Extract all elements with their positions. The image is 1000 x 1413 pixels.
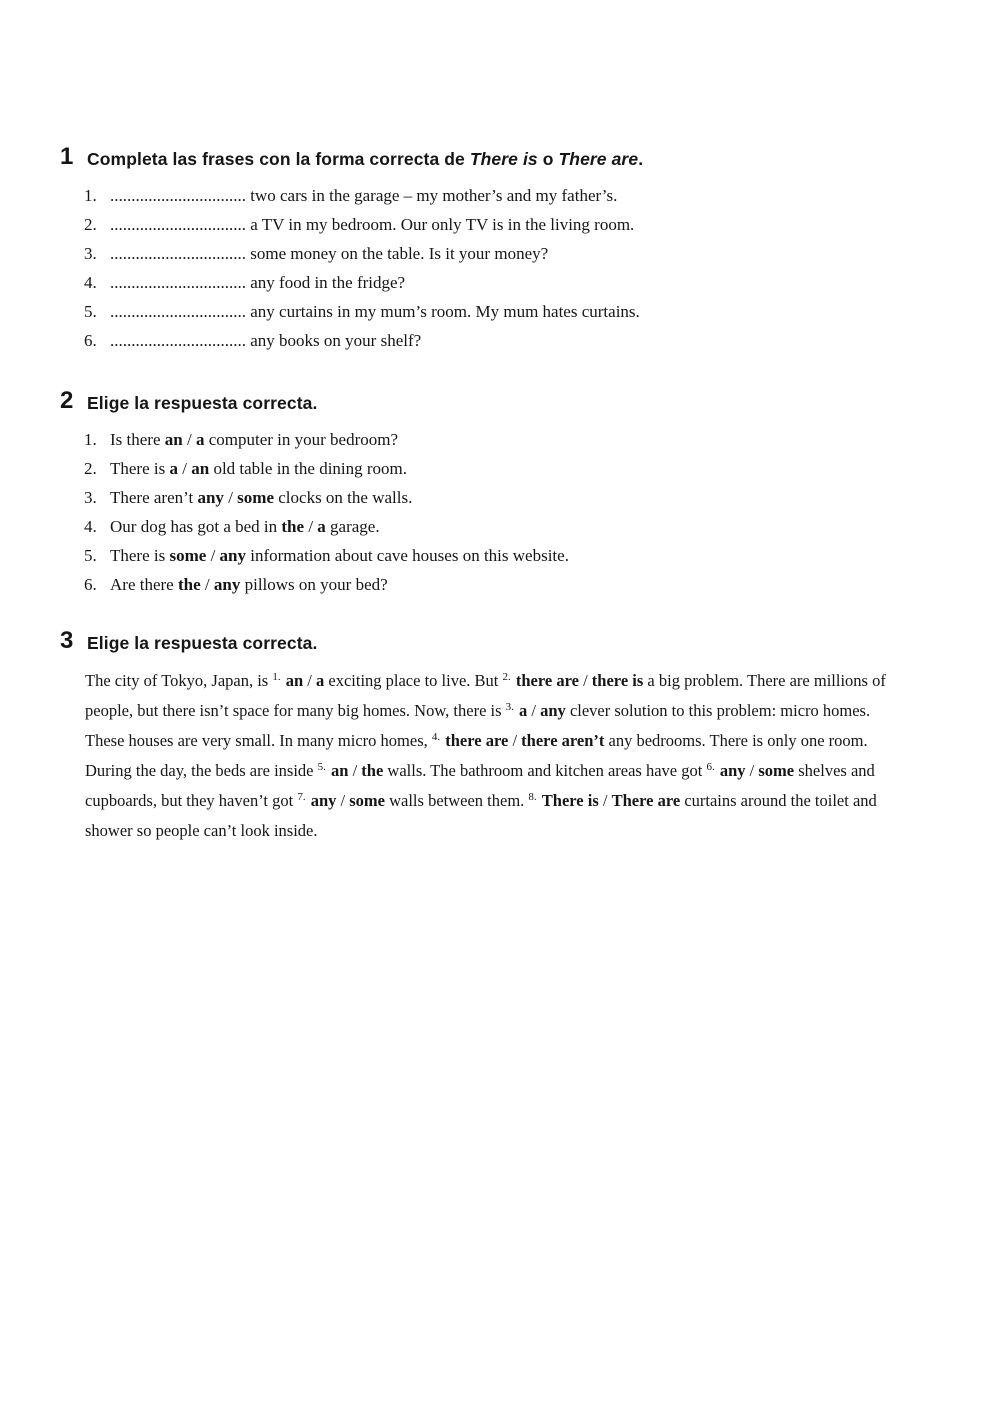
- text-segment: the: [177, 575, 201, 594]
- text-segment: ................................ any books on your shelf?: [110, 331, 422, 350]
- text-segment: 7.: [297, 791, 306, 803]
- text-segment: a big problem. There are millions of: [643, 671, 886, 690]
- text-segment: There are: [558, 149, 639, 169]
- text-segment: 4.: [431, 731, 441, 743]
- text-segment: shower so people can’t look inside.: [85, 821, 318, 840]
- item-number: 3.: [84, 488, 97, 507]
- item-number: 1.: [84, 186, 97, 205]
- text-segment: The city of Tokyo, Japan, is: [85, 671, 273, 690]
- text-segment: /: [206, 546, 220, 565]
- item-number: 6.: [84, 331, 97, 350]
- exercise-1-number: 1: [60, 143, 74, 170]
- text-segment: a: [195, 430, 205, 449]
- text-segment: cupboards, but they haven’t got: [85, 791, 298, 810]
- text-segment: any: [540, 701, 566, 720]
- item-text: [110, 210, 634, 239]
- text-segment: some: [758, 761, 795, 780]
- item-text: [110, 483, 412, 512]
- exercise-2-item-6: [84, 570, 960, 599]
- text-segment: any: [197, 488, 224, 507]
- exercise-2-list: [84, 425, 960, 599]
- text-segment: There is: [110, 459, 170, 478]
- exercise-1-header: [60, 145, 960, 169]
- text-segment: Are there: [110, 575, 178, 594]
- item-text: [110, 181, 617, 210]
- text-segment: ................................ two cars in the garage – my mother’s and my father’s.: [110, 186, 618, 205]
- exercise-3-paragraph: [85, 667, 960, 844]
- paragraph-line: [85, 817, 960, 844]
- text-segment: information about cave houses on this website.: [246, 546, 569, 565]
- text-segment: Is there: [110, 430, 165, 449]
- exercise-1-list: [84, 181, 960, 355]
- text-segment: /: [745, 761, 759, 780]
- text-segment: Our dog has got a bed in: [110, 517, 282, 536]
- exercise-2: [60, 389, 960, 599]
- text-segment: any: [213, 575, 241, 594]
- exercise-2-item-3: [84, 483, 960, 512]
- item-text: [110, 541, 569, 570]
- exercise-1-item-4: [84, 268, 960, 297]
- item-number: 2.: [84, 215, 97, 234]
- exercise-1-item-6: [84, 326, 960, 355]
- text-segment: a: [169, 459, 178, 478]
- exercise-1-title: [87, 145, 643, 169]
- item-text: [110, 239, 548, 268]
- item-number: 2.: [84, 459, 97, 478]
- text-segment: /: [598, 791, 612, 810]
- text-segment: /: [348, 761, 362, 780]
- item-text: [110, 570, 388, 599]
- text-segment: any: [219, 546, 247, 565]
- text-segment: a: [317, 517, 326, 536]
- text-segment: clocks on the walls.: [274, 488, 413, 507]
- text-segment: 8.: [528, 791, 537, 803]
- exercise-1: [60, 145, 960, 355]
- text-segment: some: [349, 791, 385, 810]
- text-segment: ................................ any food in the fridge?: [110, 273, 406, 292]
- item-text: [110, 425, 398, 454]
- text-segment: shelves and: [794, 761, 875, 780]
- text-segment: There are: [611, 791, 681, 810]
- exercise-3-header: [60, 629, 960, 653]
- text-segment: there are: [515, 671, 579, 690]
- item-text: [110, 297, 640, 326]
- text-segment: a: [519, 701, 528, 720]
- text-segment: any bedrooms. There is only one room.: [604, 731, 868, 750]
- paragraph-line: [85, 787, 960, 817]
- text-segment: there is: [591, 671, 644, 690]
- exercise-2-title: [87, 389, 317, 413]
- text-segment: a: [316, 671, 325, 690]
- text-segment: There is: [541, 791, 599, 810]
- text-segment: any: [719, 761, 746, 780]
- item-number: 1.: [84, 430, 97, 449]
- exercise-3-title: [87, 629, 317, 653]
- exercise-2-header: [60, 389, 960, 413]
- text-segment: garage.: [325, 517, 380, 536]
- text-segment: There aren’t: [110, 488, 198, 507]
- text-segment: /: [527, 701, 541, 720]
- exercise-1-item-3: [84, 239, 960, 268]
- text-segment: curtains around the toilet and: [680, 791, 877, 810]
- text-segment: Elige la respuesta correcta.: [87, 633, 318, 653]
- text-segment: the: [281, 517, 305, 536]
- text-segment: o: [537, 149, 559, 169]
- text-segment: clever solution to this problem: micro homes.: [565, 701, 871, 720]
- text-segment: These houses are very small. In many micro homes,: [85, 731, 432, 750]
- text-segment: some: [237, 488, 274, 507]
- item-text: [110, 454, 407, 483]
- text-segment: ................................ a TV in my bedroom. Our only TV is in the living room.: [110, 215, 635, 234]
- paragraph-line: [85, 667, 960, 697]
- text-segment: computer in your bedroom?: [204, 430, 399, 449]
- text-segment: /: [303, 671, 316, 690]
- exercise-1-item-5: [84, 297, 960, 326]
- text-segment: an: [164, 430, 183, 449]
- text-segment: 3.: [505, 701, 514, 713]
- text-segment: /: [304, 517, 318, 536]
- paragraph-line: [85, 757, 960, 787]
- exercise-2-number: 2: [60, 387, 74, 414]
- text-segment: /: [578, 671, 592, 690]
- text-segment: walls. The bathroom and kitchen areas have got: [383, 761, 707, 780]
- text-segment: There is: [110, 546, 170, 565]
- exercise-2-item-5: [84, 541, 960, 570]
- paragraph-line: [85, 697, 960, 727]
- text-segment: Elige la respuesta correcta.: [87, 393, 318, 413]
- text-segment: /: [177, 459, 192, 478]
- text-segment: old table in the dining room.: [209, 459, 408, 478]
- text-segment: .: [638, 149, 644, 169]
- item-text: [110, 268, 405, 297]
- exercise-1-item-2: [84, 210, 960, 239]
- text-segment: the: [361, 761, 384, 780]
- exercise-2-item-2: [84, 454, 960, 483]
- item-number: 4.: [84, 517, 97, 536]
- text-segment: 6.: [706, 761, 715, 773]
- paragraph-line: [85, 727, 960, 757]
- text-segment: 2.: [502, 671, 511, 683]
- exercise-3: [60, 629, 960, 844]
- text-segment: people, but there isn’t space for many big homes. Now, there is: [85, 701, 506, 720]
- text-segment: /: [223, 488, 238, 507]
- text-segment: During the day, the beds are inside: [85, 761, 318, 780]
- item-text: [110, 326, 421, 355]
- text-segment: pillows on your bed?: [240, 575, 388, 594]
- text-segment: /: [508, 731, 522, 750]
- text-segment: There is: [469, 149, 538, 169]
- text-segment: an: [331, 761, 349, 780]
- text-segment: there are: [445, 731, 509, 750]
- exercise-2-item-4: [84, 512, 960, 541]
- text-segment: /: [200, 575, 214, 594]
- text-segment: Completa las frases con la forma correcta de: [87, 149, 470, 169]
- item-number: 4.: [84, 273, 97, 292]
- text-segment: ................................ some money on the table. Is it your money?: [110, 244, 549, 263]
- exercise-1-item-1: [84, 181, 960, 210]
- item-number: 5.: [84, 302, 97, 321]
- text-segment: some: [169, 546, 207, 565]
- item-text: [110, 512, 380, 541]
- text-segment: any: [310, 791, 337, 810]
- text-segment: 1.: [272, 671, 281, 683]
- text-segment: there aren’t: [521, 731, 605, 750]
- text-segment: 5.: [317, 761, 326, 773]
- exercise-3-number: 3: [60, 627, 74, 654]
- text-segment: exciting place to live. But: [324, 671, 503, 690]
- item-number: 3.: [84, 244, 97, 263]
- text-segment: /: [182, 430, 196, 449]
- text-segment: an: [191, 459, 210, 478]
- text-segment: an: [285, 671, 304, 690]
- exercise-2-item-1: [84, 425, 960, 454]
- item-number: 6.: [84, 575, 97, 594]
- text-segment: walls between them.: [384, 791, 529, 810]
- item-number: 5.: [84, 546, 97, 565]
- text-segment: /: [336, 791, 350, 810]
- text-segment: ................................ any curtains in my mum’s room. My mum hates curtains.: [110, 302, 640, 321]
